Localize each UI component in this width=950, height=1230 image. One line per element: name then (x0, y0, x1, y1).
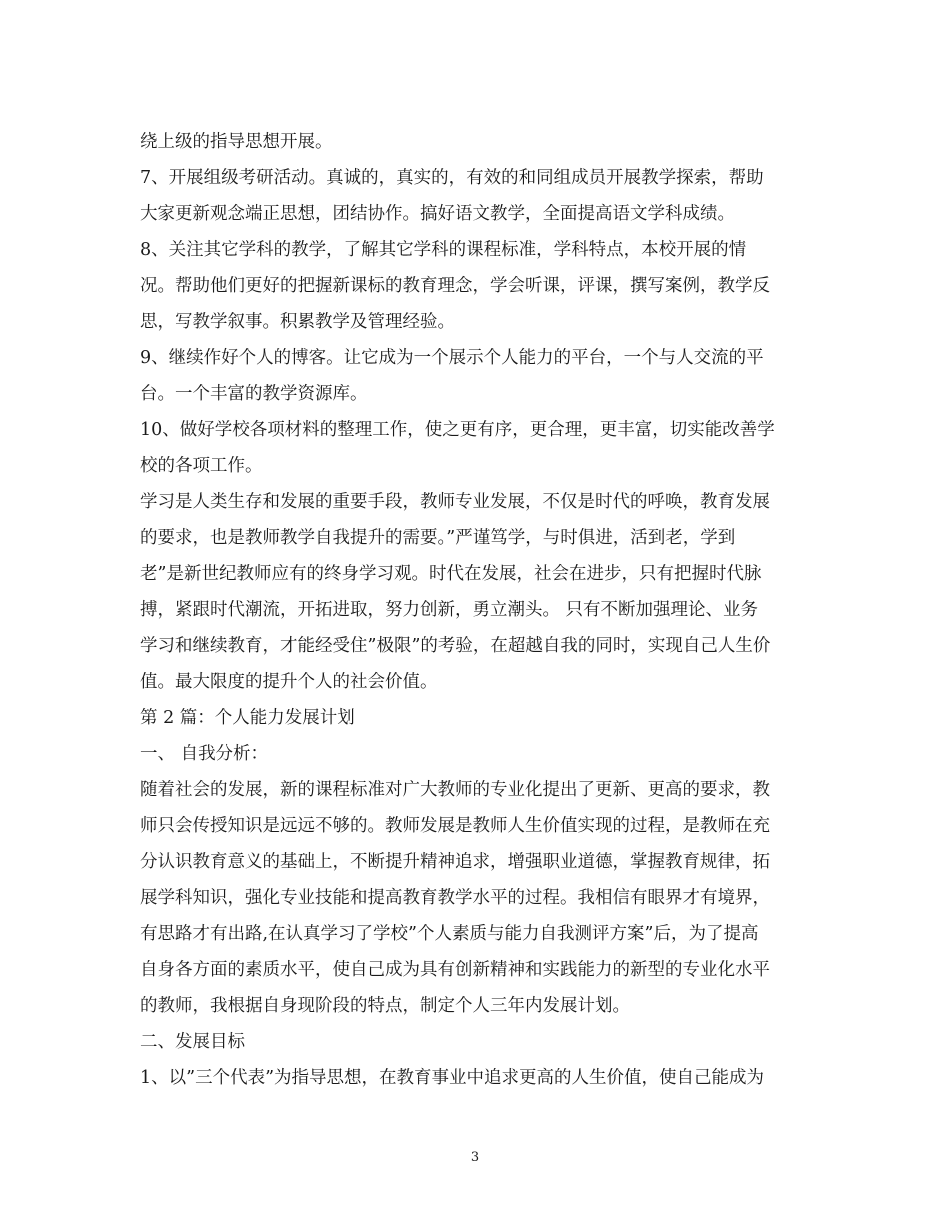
text-line: 8、关注其它学科的教学，了解其它学科的课程标准，学科特点，本校开展的情 (140, 240, 747, 260)
text-line: 思，写教学叙事。积累教学及管理经验。 (140, 312, 455, 332)
text-line: 10、做好学校各项材料的整理工作，使之更有序，更合理，更丰富，切实能改善学 (140, 420, 775, 440)
section-heading: 第 2 篇：个人能力发展计划 (140, 708, 355, 728)
text-line: 大家更新观念端正思想，团结协作。搞好语文教学，全面提高语文学科成绩。 (140, 204, 735, 224)
text-line: 随着社会的发展，新的课程标准对广大教师的专业化提出了更新、更高的要求，教 (140, 780, 770, 800)
text-line: 搏，紧跟时代潮流，开拓进取，努力创新，勇立潮头。 只有不断加强理论、业务 (140, 600, 759, 620)
text-line: 校的各项工作。 (140, 456, 263, 476)
text-line: 的要求，也是教师教学自我提升的需要。”严谨笃学，与时俱进，活到老，学到 (140, 528, 736, 548)
text-line: 学习是人类生存和发展的重要手段，教师专业发展，不仅是时代的呼唤，教育发展 (140, 492, 770, 512)
text-line: 老”是新世纪教师应有的终身学习观。时代在发展，社会在进步，只有把握时代脉 (140, 564, 762, 584)
text-line: 展学科知识，强化专业技能和提高教育教学水平的过程。我相信有眼界才有境界， (140, 888, 770, 908)
text-line: 师只会传授知识是远远不够的。教师发展是教师人生价值实现的过程，是教师在充 (140, 816, 770, 836)
text-line: 的教师，我根据自身现阶段的特点，制定个人三年内发展计划。 (140, 996, 630, 1016)
text-line: 学习和继续教育，才能经受住”极限”的考验，在超越自我的同时，实现自己人生价 (140, 636, 771, 656)
text-line: 绕上级的指导思想开展。 (140, 132, 333, 152)
subsection-heading: 二、发展目标 (140, 1032, 245, 1052)
text-line: 7、开展组级考研活动。真诚的，真实的，有效的和同组成员开展教学探索，帮助 (140, 168, 764, 188)
text-line: 9、继续作好个人的博客。让它成为一个展示个人能力的平台，一个与人交流的平 (140, 348, 764, 368)
text-line: 台。一个丰富的教学资源库。 (140, 384, 368, 404)
text-line: 况。帮助他们更好的把握新课标的教育理念，学会听课，评课，撰写案例，教学反 (140, 276, 770, 296)
page-body (140, 124, 812, 1096)
text-line: 自身各方面的素质水平，使自己成为具有创新精神和实践能力的新型的专业化水平 (140, 960, 770, 980)
text-line: 值。最大限度的提升个人的社会价值。 (140, 672, 438, 692)
text-line: 有思路才有出路,在认真学习了学校”个人素质与能力自我测评方案”后，为了提高 (140, 924, 759, 944)
page-number: 3 (470, 1150, 480, 1165)
subsection-heading: 一、 自我分析： (140, 744, 269, 764)
text-line: 分认识教育意义的基础上，不断提升精神追求，增强职业道德，掌握教育规律，拓 (140, 852, 770, 872)
text-line: 1、以”三个代表”为指导思想，在教育事业中追求更高的人生价值，使自己能成为 (140, 1068, 765, 1088)
